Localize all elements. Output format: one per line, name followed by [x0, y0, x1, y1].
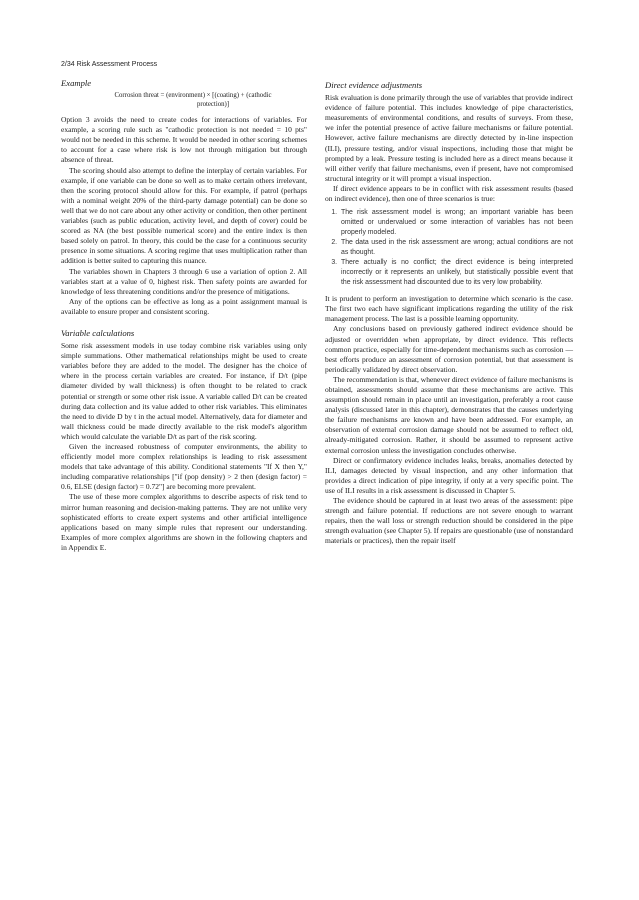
left-column: [61, 78, 307, 553]
paragraph: Risk evaluation is done primarily through the use of variables that provide indirect evidence of failure potential. This includes knowledge of pipe characteristics, measurements of environmental conditions, and results of surveys. From these, we infer the potential presence of active failure mechanisms or failure potential. However, active failure mechanisms are directly detected by in-line inspection (ILI), pressure testing, and/or visual inspections, including those that might be prompted by a leak. Pressure testing is included here as a direct means because it will either verify that failure mechanisms, even if present, have not compromised structural integrity or it will prompt a visual inspection.: [325, 93, 573, 183]
paragraph: If direct evidence appears to be in conflict with risk assessment results (based on indirect evidence), then one of three scenarios is true:: [325, 183, 573, 204]
paragraph: Given the increased robustness of computer environments, the ability to efficiently model more complex relationships is leading to risk assessment models that take advantage of this ability. Conditional statements "If X then Y," including comparative relationships ["if (pop density) > 2 then (design factor) = 0.6, ELSE (design factor) = 0.72"] are becoming more prevalent.: [61, 442, 307, 492]
scenario-list: [325, 208, 573, 288]
formula-line-2: protection)]: [196, 101, 230, 109]
variable-calculations-heading: Variable calculations: [61, 327, 135, 338]
paragraph: The use of these more complex algorithms to describe aspects of risk tend to mirror human reasoning and decision-making patterns. They are not unlike very sophisticated efforts to create expert systems and other artificial intelligence applications based on many simple rules that represent our understanding. Examples of more complex algorithms are shown in the following chapters and in Appendix E.: [61, 492, 307, 552]
right-column: [325, 80, 573, 546]
direct-evidence-heading: Direct evidence adjustments: [325, 80, 423, 90]
paragraph: Option 3 avoids the need to create codes for interactions of variables. For example, a scoring rule such as "cathodic protection is not needed = 10 pts" would not be needed in this scheme. It would be needed in other scoring schemes to account for a case where risk is low not through mitigation but through absence of threat.: [61, 115, 307, 165]
paragraph: The variables shown in Chapters 3 through 6 use a variation of option 2. All variables start at a value of 0, highest risk. Then safety points are awarded for knowledge of less threatening conditions and/or the presence of mitigations.: [61, 266, 307, 296]
formula-line-1: Corrosion threat = (environment) × [(coating) + (cathodic: [114, 92, 272, 100]
example-heading: Example: [61, 78, 92, 88]
running-head: 2/34 Risk Assessment Process: [61, 61, 158, 68]
paragraph: The evidence should be captured in at least two areas of the assessment: pipe strength and failure potential. If reductions are not severe enough to warrant repairs, then the wall loss or strength reduction should be considered in the pipe strength evaluation (see Chapter 5). If repairs are questionable (use of nonstandard materials or practices), then the repair itself: [325, 496, 573, 546]
paragraph: Any conclusions based on previously gathered indirect evidence should be adjusted or overridden when appropriate, by direct evidence. This reflects common practice, especially for time-dependent mechanisms such as corrosion — best efforts produce an assessment of corrosion potential, but that assessment is periodically validated by direct observation.: [325, 324, 573, 374]
scenario-item: 3. There actually is no conflict; the direct evidence is being interpreted incorrectly or it represents an unlikely, but statistically possible event that the risk assessment had discounted due to its very low probability.: [339, 258, 573, 288]
corrosion-formula: [79, 91, 307, 109]
paragraph: The recommendation is that, whenever direct evidence of failure mechanisms is obtained, assessments should assume that these mechanisms are active. This assumption should remain in place until an investigation, preferably a root cause analysis (discussed later in this chapter), demonstrates that the causes underlying the failure mechanisms are known and have been addressed. For example, an observation of external corrosion damage should not be assumed to reflect old, already-mitigated corrosion. Rather, it should be assumed to represent active external corrosion unless the investigation concludes otherwise.: [325, 374, 573, 455]
paragraph: The scoring should also attempt to define the interplay of certain variables. For example, if one variable can be done so well as to make certain others irrelevant, then the scoring protocol should allow for this. For example, if patrol (perhaps with a nominal weight 20% of the third-party damage potential) can be done so well that we do not care about any other activity or condition, then other pertinent variables (such as public education, activity level, and depth of cover) could be scored as NA (the best possible numerical score) and the entire index is then based solely on patrol. In theory, this could be the case for a continuous security presence in some situations. A scoring regime that uses multiplication rather than addition is better suited to capturing this nuance.: [61, 165, 307, 266]
paragraph: Any of the options can be effective as long as a point assignment manual is available to ensure proper and consistent scoring.: [61, 296, 307, 316]
scenario-item: 2. The data used in the risk assessment are wrong; actual conditions are not as thought.: [339, 238, 573, 258]
scenario-item: 1. The risk assessment model is wrong; an important variable has been omitted or undervalued or some interaction of variables has not been properly modeled.: [339, 208, 573, 238]
paragraph: Some risk assessment models in use today combine risk variables using only simple summations. Other mathematical relationships might be used to create variables before they are added to the model. The designer has the choice of where in the process certain variables are created. For instance, if D/t (pipe diameter divided by wall thickness) is often thought to be related to crack potential or strength or some other risk issue. A variable called D/t can be created during data collection and its value added to other risk variables. This eliminates the need to divide D by t in the actual model. Alternatively, data for diameter and wall thickness could be made directly available to the risk model's algorithm which would calculate the variable D/t as part of the risk scoring.: [61, 341, 307, 441]
paragraph: It is prudent to perform an investigation to determine which scenario is the case. The first two each have significant implications regarding the utility of the risk management process. The last is a possible learning opportunity.: [325, 294, 573, 324]
paragraph: Direct or confirmatory evidence includes leaks, breaks, anomalies detected by ILI, damages detected by visual inspection, and any other information that provides a direct indication of pipe integrity, if only at a very specific point. The use of ILI results in a risk assessment is discussed in Chapter 5.: [325, 455, 573, 495]
